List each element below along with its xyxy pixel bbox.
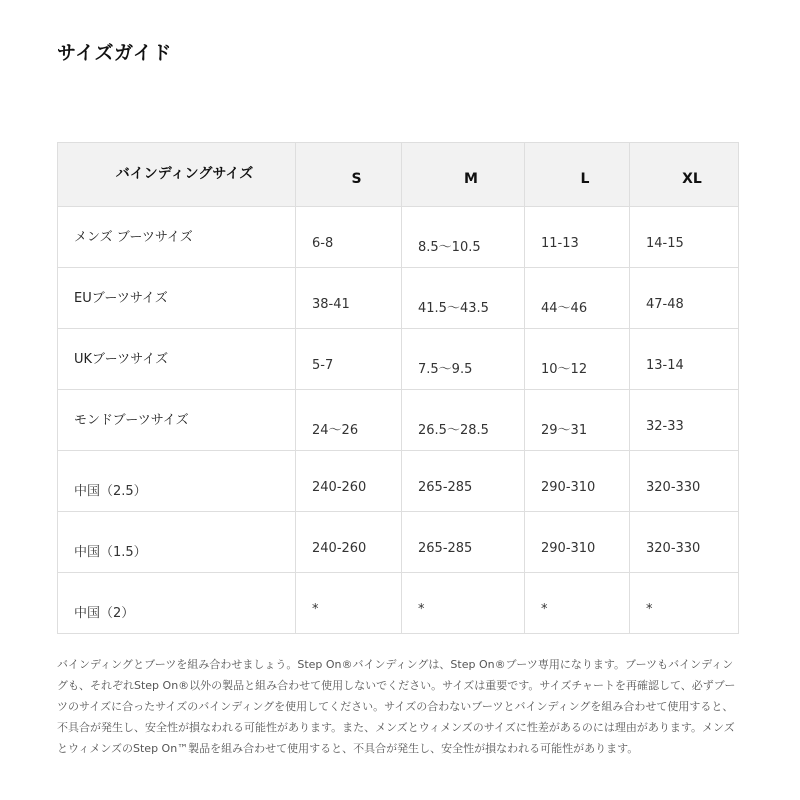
cell-value: 38-41 xyxy=(312,297,350,312)
cell-value: 14-15 xyxy=(646,236,684,251)
value-cell xyxy=(525,207,630,268)
table-row xyxy=(58,451,739,512)
cell-value: 265-285 xyxy=(418,480,473,495)
table-row xyxy=(58,329,739,390)
value-cell xyxy=(402,329,525,390)
row-label: 中国（1.5） xyxy=(74,545,147,560)
size-label-xl: XL xyxy=(682,171,702,187)
value-cell xyxy=(630,207,739,268)
size-label-l: L xyxy=(580,171,590,187)
cell-value: 13-14 xyxy=(646,358,684,373)
size-label-s: S xyxy=(351,171,362,187)
cell-value: 290-310 xyxy=(541,541,596,556)
table-header-row xyxy=(58,143,739,207)
cell-value: 44〜46 xyxy=(541,301,588,316)
cell-value: 41.5〜43.5 xyxy=(418,301,489,316)
table-row xyxy=(58,512,739,573)
value-cell xyxy=(402,512,525,573)
value-cell xyxy=(296,451,402,512)
cell-value: 32-33 xyxy=(646,419,684,434)
row-label-cell xyxy=(58,268,296,329)
header-cell-s xyxy=(296,143,402,207)
row-label-cell xyxy=(58,512,296,573)
value-cell xyxy=(296,268,402,329)
row-label: メンズ ブーツサイズ xyxy=(74,230,193,245)
page-title: サイズガイド xyxy=(57,42,172,64)
value-cell xyxy=(296,512,402,573)
cell-value: * xyxy=(541,602,548,617)
cell-value: 265-285 xyxy=(418,541,473,556)
cell-value: 240-260 xyxy=(312,541,367,556)
row-label: モンドブーツサイズ xyxy=(74,413,189,428)
size-label-m: M xyxy=(464,171,478,187)
value-cell xyxy=(630,451,739,512)
value-cell xyxy=(402,207,525,268)
value-cell xyxy=(402,573,525,634)
value-cell xyxy=(402,268,525,329)
row-label-cell xyxy=(58,573,296,634)
cell-value: 24〜26 xyxy=(312,423,359,438)
value-cell xyxy=(525,390,630,451)
cell-value: 11-13 xyxy=(541,236,579,251)
size-chart-table xyxy=(57,142,739,634)
row-label: 中国（2） xyxy=(74,606,135,621)
cell-value: 7.5〜9.5 xyxy=(418,362,473,377)
value-cell xyxy=(525,451,630,512)
cell-value: 10〜12 xyxy=(541,362,588,377)
row-label-cell xyxy=(58,329,296,390)
table-row xyxy=(58,573,739,634)
row-label-cell xyxy=(58,207,296,268)
cell-value: 29〜31 xyxy=(541,423,588,438)
row-label-cell xyxy=(58,390,296,451)
value-cell xyxy=(525,512,630,573)
header-cell-binding-size xyxy=(58,143,296,207)
row-label: 中国（2.5） xyxy=(74,484,147,499)
row-label-cell xyxy=(58,451,296,512)
cell-value: 320-330 xyxy=(646,480,701,495)
value-cell xyxy=(402,390,525,451)
value-cell xyxy=(630,512,739,573)
cell-value: 320-330 xyxy=(646,541,701,556)
value-cell xyxy=(630,329,739,390)
cell-value: 290-310 xyxy=(541,480,596,495)
cell-value: * xyxy=(418,602,425,617)
cell-value: * xyxy=(646,602,653,617)
value-cell xyxy=(525,573,630,634)
row-label: EUブーツサイズ xyxy=(74,291,168,306)
cell-value: 8.5〜10.5 xyxy=(418,240,481,255)
value-cell xyxy=(630,268,739,329)
value-cell xyxy=(525,329,630,390)
cell-value: 26.5〜28.5 xyxy=(418,423,489,438)
cell-value: 240-260 xyxy=(312,480,367,495)
usage-note: バインディングとブーツを組み合わせましょう。Step On®バインディングは、Step On®ブーツ専用になります。ブーツもバインディングも、それぞれStep On®以外の製品と組み合わせて使用しないでください。サイズは重要です。サイズチャートを再確認して、必ずブーツのサイズに合ったサイズのバインディングを使用してください。サイズの合わないブーツとバインディングを組み合わせて使用すると、不具合が発生し、安全性が損なわれる可能性があります。また、メンズとウィメンズのサイズに性差があるのには理由があります。メンズとウィメンズのStep On™製品を組み合わせて使用すると、不具合が発生し、安全性が損なわれる可能性があります。 xyxy=(57,658,736,755)
header-cell-m xyxy=(402,143,525,207)
value-cell xyxy=(630,390,739,451)
header-cell-l xyxy=(525,143,630,207)
cell-value: 5-7 xyxy=(312,358,334,373)
value-cell xyxy=(525,268,630,329)
value-cell xyxy=(630,573,739,634)
value-cell xyxy=(296,207,402,268)
value-cell xyxy=(296,573,402,634)
value-cell xyxy=(296,390,402,451)
cell-value: * xyxy=(312,602,319,617)
table-row xyxy=(58,207,739,268)
value-cell xyxy=(402,451,525,512)
value-cell xyxy=(296,329,402,390)
header-label: バインディングサイズ xyxy=(115,166,254,182)
row-label: UKブーツサイズ xyxy=(74,352,169,367)
cell-value: 47-48 xyxy=(646,297,684,312)
table-row xyxy=(58,390,739,451)
header-cell-xl xyxy=(630,143,739,207)
cell-value: 6-8 xyxy=(312,236,334,251)
table-row xyxy=(58,268,739,329)
